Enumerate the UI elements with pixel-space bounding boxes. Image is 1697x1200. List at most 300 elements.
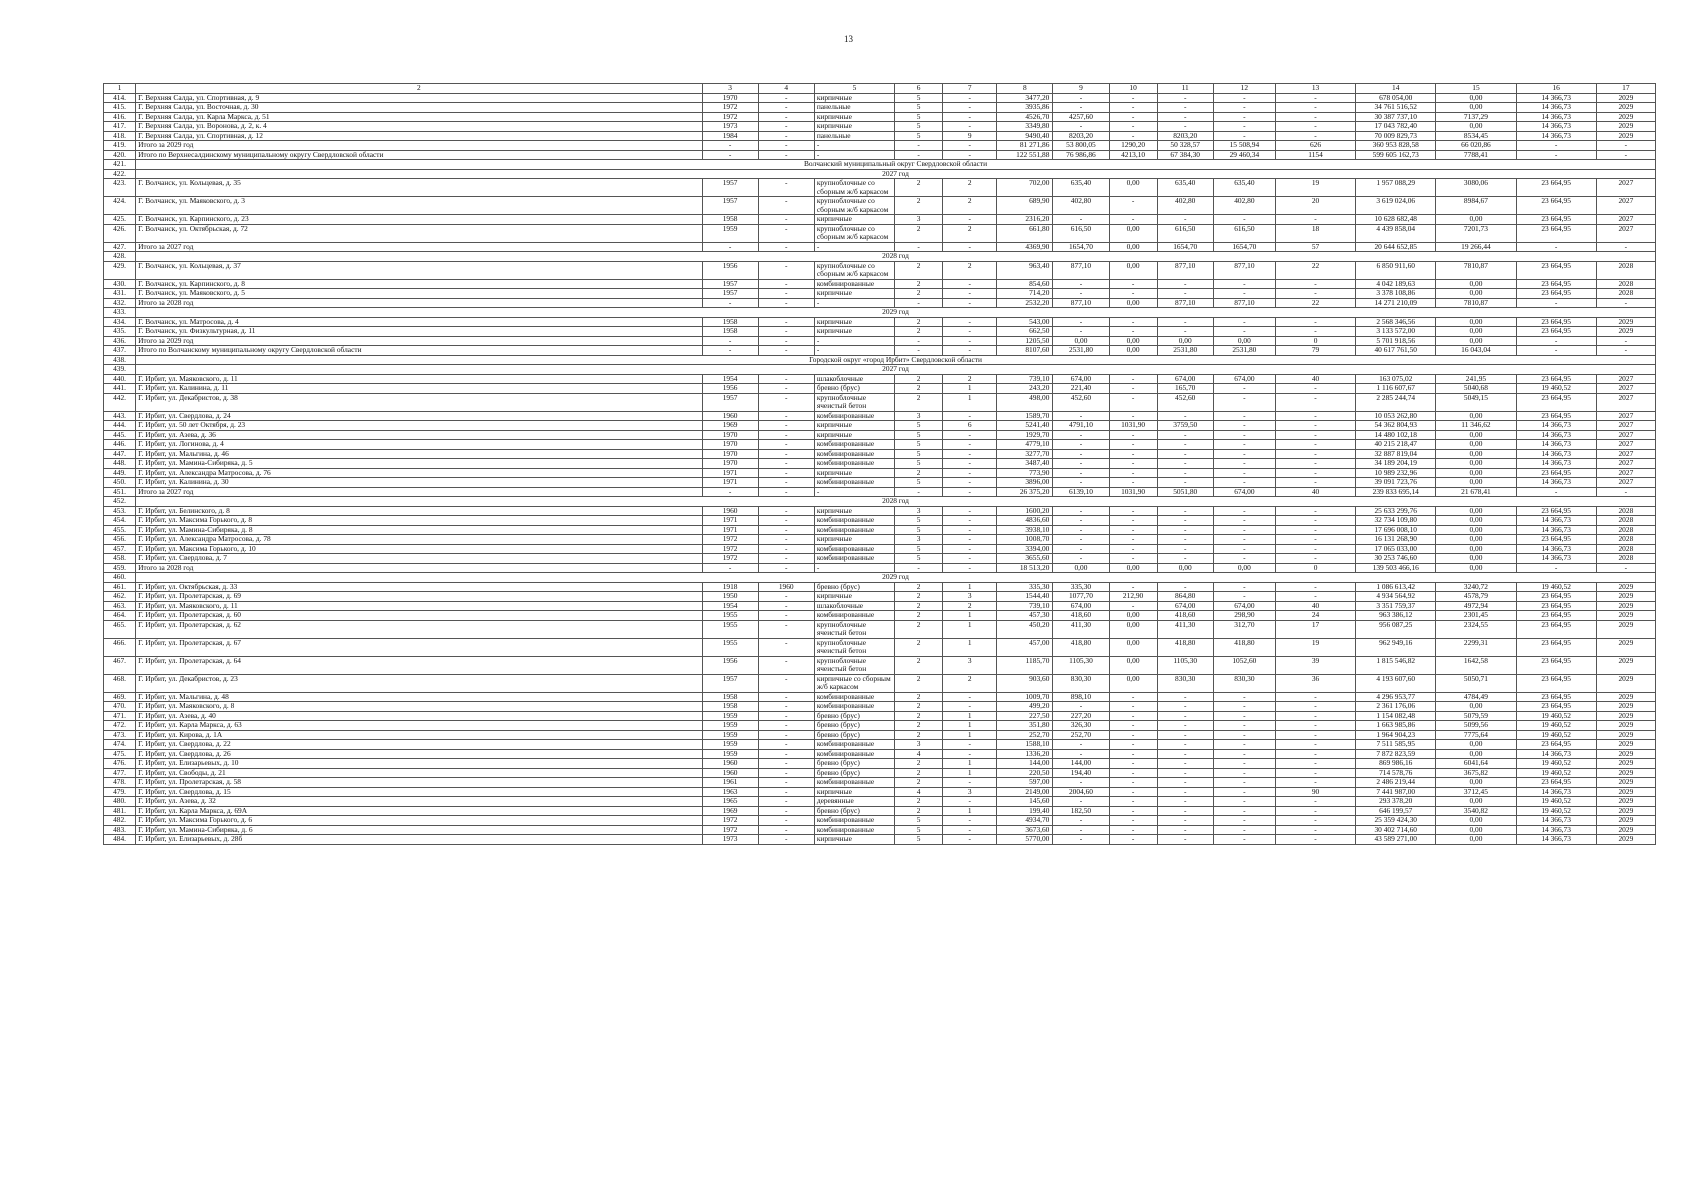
table-cell: 452,60	[1157, 393, 1213, 411]
table-row	[104, 224, 1656, 242]
table-cell: 0,00	[1436, 411, 1516, 421]
table-cell: 2028	[1596, 279, 1655, 289]
table-cell: 1972	[702, 103, 758, 113]
table-cell: 411,30	[1157, 620, 1213, 638]
table-cell: 0	[1275, 336, 1355, 346]
table-cell: 2	[895, 797, 943, 807]
table-row	[104, 592, 1656, 602]
table-cell: бревно (брус)	[814, 759, 894, 769]
address-cell: Г. Волчанск, ул. Матросова, д. 4	[136, 317, 702, 327]
address-cell: Г. Ирбит, ул. Октябрьская, д. 33	[136, 582, 702, 592]
row-number: 463.	[104, 601, 136, 611]
table-cell: 0,00	[1436, 702, 1516, 712]
table-cell: 0,00	[1109, 179, 1157, 197]
table-cell: 2299,31	[1436, 638, 1516, 656]
table-cell: 4779,10	[997, 440, 1053, 450]
table-cell: 3080,06	[1436, 179, 1516, 197]
section-row	[104, 252, 1656, 262]
table-cell: кирпичные	[814, 787, 894, 797]
table-cell: 1205,50	[997, 336, 1053, 346]
table-cell: -	[702, 141, 758, 151]
table-cell: 0,00	[1436, 459, 1516, 469]
table-cell: 1	[943, 721, 997, 731]
table-cell: -	[1109, 516, 1157, 526]
table-cell: -	[1275, 459, 1355, 469]
address-cell: Г. Верхняя Салда, ул. Восточная, д. 30	[136, 103, 702, 113]
row-number: 438.	[104, 355, 136, 365]
table-cell: -	[1275, 516, 1355, 526]
table-cell: -	[1275, 327, 1355, 337]
table-cell: -	[1109, 702, 1157, 712]
table-cell: -	[1275, 131, 1355, 141]
table-cell: -	[758, 601, 814, 611]
table-row	[104, 749, 1656, 759]
table-cell: 2	[943, 374, 997, 384]
table-cell: -	[1157, 449, 1213, 459]
table-cell: 40	[1275, 487, 1355, 497]
address-cell: Г. Ирбит, ул. Свердлова, д. 24	[136, 411, 702, 421]
table-cell: комбинированные	[814, 749, 894, 759]
table-cell: 4972,94	[1436, 601, 1516, 611]
table-cell: 20 644 652,85	[1356, 242, 1436, 252]
table-cell: 21 678,41	[1436, 487, 1516, 497]
table-row	[104, 279, 1656, 289]
table-cell: 23 664,95	[1516, 638, 1596, 656]
table-cell: -	[1109, 327, 1157, 337]
row-number: 419.	[104, 141, 136, 151]
address-cell: Г. Ирбит, ул. Карла Маркса, д. 63	[136, 721, 702, 731]
table-cell: -	[1275, 692, 1355, 702]
address-cell: Г. Ирбит, ул. Пролетарская, д. 62	[136, 620, 702, 638]
table-cell: 1 154 082,48	[1356, 711, 1436, 721]
table-cell: -	[758, 384, 814, 394]
table-cell: -	[758, 298, 814, 308]
table-cell: -	[1213, 702, 1275, 712]
table-cell: 0,00	[1436, 749, 1516, 759]
table-cell: 2316,20	[997, 215, 1053, 225]
address-cell: Г. Ирбит, ул. Декабристов, д. 38	[136, 393, 702, 411]
table-cell: 1 964 904,23	[1356, 730, 1436, 740]
row-number: 480.	[104, 797, 136, 807]
table-row	[104, 478, 1656, 488]
table-cell: 163 075,02	[1356, 374, 1436, 384]
row-number: 421.	[104, 160, 136, 170]
table-cell: 1957	[702, 197, 758, 215]
table-cell: 17	[1275, 620, 1355, 638]
table-cell: -	[895, 242, 943, 252]
table-cell: крупноблочные ячеистый бетон	[814, 393, 894, 411]
table-cell: -	[1213, 393, 1275, 411]
table-cell: деревянные	[814, 797, 894, 807]
table-cell: -	[1157, 478, 1213, 488]
table-cell: 0,00	[1436, 816, 1516, 826]
address-cell: Г. Ирбит, ул. Свердлова, д. 26	[136, 749, 702, 759]
table-cell: 2	[895, 393, 943, 411]
row-number: 423.	[104, 179, 136, 197]
table-row	[104, 835, 1656, 845]
table-cell: 4 296 953,77	[1356, 692, 1436, 702]
section-title: 2028 год	[136, 497, 1656, 507]
table-cell: -	[1213, 711, 1275, 721]
table-cell: -	[1213, 806, 1275, 816]
table-cell: 963,40	[997, 261, 1053, 279]
table-cell: 2	[895, 468, 943, 478]
table-cell: 227,20	[1053, 711, 1109, 721]
table-cell: 1971	[702, 478, 758, 488]
table-cell: крупноблочные ячеистый бетон	[814, 638, 894, 656]
table-cell: комбинированные	[814, 478, 894, 488]
table-cell: -	[1213, 317, 1275, 327]
table-cell: 2029	[1596, 592, 1655, 602]
table-cell: -	[1213, 215, 1275, 225]
table-cell: 23 664,95	[1516, 778, 1596, 788]
table-cell: 5050,71	[1436, 674, 1516, 692]
table-cell: -	[1157, 554, 1213, 564]
address-cell: Г. Ирбит, ул. Калинина, д. 30	[136, 478, 702, 488]
table-cell: 1955	[702, 611, 758, 621]
table-cell: -	[758, 459, 814, 469]
table-cell: 25 633 299,76	[1356, 506, 1436, 516]
table-cell: 1008,70	[997, 535, 1053, 545]
table-cell: -	[1053, 749, 1109, 759]
table-row	[104, 601, 1656, 611]
table-cell: 1	[943, 806, 997, 816]
table-cell: 1589,70	[997, 411, 1053, 421]
address-cell: Г. Верхняя Салда, ул. Воронова, д. 2, к. 4	[136, 122, 702, 132]
table-cell: 5049,15	[1436, 393, 1516, 411]
table-cell: 6041,64	[1436, 759, 1516, 769]
address-cell: Г. Ирбит, ул. Пролетарская, д. 58	[136, 778, 702, 788]
table-cell: -	[943, 535, 997, 545]
table-cell: -	[1213, 449, 1275, 459]
table-cell: 19 460,52	[1516, 721, 1596, 731]
address-cell: Г. Волчанск, ул. Кольцевая, д. 37	[136, 261, 702, 279]
table-cell: 144,00	[997, 759, 1053, 769]
table-cell: 877,10	[1053, 298, 1109, 308]
table-cell: 2027	[1596, 411, 1655, 421]
table-cell: 9	[943, 131, 997, 141]
table-cell: -	[758, 797, 814, 807]
table-cell: 2027	[1596, 478, 1655, 488]
table-cell: 457,30	[997, 611, 1053, 621]
table-cell: -	[1213, 112, 1275, 122]
table-cell: 40 617 761,50	[1356, 346, 1436, 356]
row-number: 420.	[104, 150, 136, 160]
table-cell: комбинированные	[814, 516, 894, 526]
row-number: 473.	[104, 730, 136, 740]
table-cell: 26 375,20	[997, 487, 1053, 497]
table-cell: 2027	[1596, 197, 1655, 215]
address-cell: Г. Ирбит, ул. Мальгина, д. 46	[136, 449, 702, 459]
table-cell: 2027	[1596, 179, 1655, 197]
row-number: 426.	[104, 224, 136, 242]
row-number: 461.	[104, 582, 136, 592]
table-cell: -	[758, 393, 814, 411]
table-cell: -	[758, 768, 814, 778]
table-cell: 19 460,52	[1516, 582, 1596, 592]
table-cell: 14 366,73	[1516, 749, 1596, 759]
table-cell: 335,30	[1053, 582, 1109, 592]
table-cell: 0,00	[1109, 620, 1157, 638]
column-number: 11	[1157, 84, 1213, 94]
table-cell: комбинированные	[814, 554, 894, 564]
table-cell: 674,00	[1157, 374, 1213, 384]
table-cell: -	[1053, 215, 1109, 225]
table-cell: комбинированные	[814, 816, 894, 826]
table-cell: -	[943, 692, 997, 702]
table-cell: -	[1213, 384, 1275, 394]
table-cell: 1971	[702, 525, 758, 535]
table-cell: 3	[895, 535, 943, 545]
table-cell: -	[943, 93, 997, 103]
table-cell: -	[702, 150, 758, 160]
table-cell: 2029	[1596, 721, 1655, 731]
table-cell: -	[814, 242, 894, 252]
address-cell: Итого за 2027 год	[136, 242, 702, 252]
table-cell: 122 551,88	[997, 150, 1053, 160]
table-cell: 3	[943, 656, 997, 674]
row-number: 441.	[104, 384, 136, 394]
table-cell: 963 386,12	[1356, 611, 1436, 621]
table-cell: -	[1213, 797, 1275, 807]
table-cell: -	[1275, 702, 1355, 712]
table-cell: 616,50	[1213, 224, 1275, 242]
table-cell: 903,60	[997, 674, 1053, 692]
table-cell: 7788,41	[1436, 150, 1516, 160]
table-cell: 2149,00	[997, 787, 1053, 797]
table-cell: 221,40	[1053, 384, 1109, 394]
table-row	[104, 711, 1656, 721]
table-cell: 19	[1275, 638, 1355, 656]
table-cell: -	[1109, 730, 1157, 740]
table-cell: -	[758, 346, 814, 356]
address-cell: Г. Волчанск, ул. Карпинского, д. 8	[136, 279, 702, 289]
table-cell: -	[1053, 740, 1109, 750]
table-cell: -	[1213, 440, 1275, 450]
table-cell: -	[758, 440, 814, 450]
table-cell: -	[943, 122, 997, 132]
table-cell: -	[943, 478, 997, 488]
address-cell: Г. Ирбит, ул. Максима Горького, д. 10	[136, 544, 702, 554]
table-row	[104, 346, 1656, 356]
table-row	[104, 692, 1656, 702]
table-cell: 2028	[1596, 544, 1655, 554]
table-cell: -	[895, 563, 943, 573]
table-cell: 674,00	[1053, 601, 1109, 611]
table-cell: -	[758, 478, 814, 488]
table-cell: -	[943, 702, 997, 712]
table-cell: -	[1275, 768, 1355, 778]
table-cell: 3487,40	[997, 459, 1053, 469]
table-cell: -	[1053, 535, 1109, 545]
address-cell: Г. Ирбит, ул. Логинова, д. 4	[136, 440, 702, 450]
row-number: 414.	[104, 93, 136, 103]
table-row	[104, 778, 1656, 788]
table-cell: 2029	[1596, 620, 1655, 638]
table-row	[104, 525, 1656, 535]
table-cell: -	[1275, 525, 1355, 535]
table-cell: -	[1157, 122, 1213, 132]
table-cell: 418,80	[1053, 638, 1109, 656]
table-cell: -	[1275, 317, 1355, 327]
table-cell: 2027	[1596, 430, 1655, 440]
table-cell: -	[1157, 93, 1213, 103]
table-cell: -	[895, 487, 943, 497]
table-cell: 4836,60	[997, 516, 1053, 526]
table-cell: 39 091 723,76	[1356, 478, 1436, 488]
table-cell: 7 441 987,00	[1356, 787, 1436, 797]
table-cell: 739,10	[997, 374, 1053, 384]
table-cell: 1972	[702, 825, 758, 835]
table-cell: 0,00	[1436, 327, 1516, 337]
address-cell: Итого за 2029 год	[136, 141, 702, 151]
column-number: 10	[1109, 84, 1157, 94]
table-cell: -	[1053, 554, 1109, 564]
column-number: 3	[702, 84, 758, 94]
table-cell: -	[1053, 506, 1109, 516]
table-cell: 674,00	[1157, 601, 1213, 611]
table-cell: 16 043,04	[1436, 346, 1516, 356]
table-cell: 5	[895, 525, 943, 535]
table-cell: -	[1596, 150, 1655, 160]
table-cell: 3655,60	[997, 554, 1053, 564]
table-cell: 23 664,95	[1516, 674, 1596, 692]
table-cell: 1957	[702, 279, 758, 289]
table-cell: 0,00	[1436, 825, 1516, 835]
table-cell: -	[1213, 730, 1275, 740]
table-cell: 1290,20	[1109, 141, 1157, 151]
row-number: 477.	[104, 768, 136, 778]
table-cell: -	[1053, 544, 1109, 554]
table-cell: -	[1213, 459, 1275, 469]
table-cell: -	[1596, 487, 1655, 497]
table-cell: -	[1213, 327, 1275, 337]
table-cell: -	[1275, 749, 1355, 759]
table-cell: -	[1157, 440, 1213, 450]
table-cell: 1971	[702, 468, 758, 478]
table-row	[104, 768, 1656, 778]
table-cell: -	[1053, 440, 1109, 450]
row-number: 434.	[104, 317, 136, 327]
table-cell: -	[943, 449, 997, 459]
table-cell: 5	[895, 122, 943, 132]
table-cell: 14 366,73	[1516, 787, 1596, 797]
table-cell: -	[1109, 374, 1157, 384]
table-cell: 7810,87	[1436, 261, 1516, 279]
table-cell: -	[1157, 516, 1213, 526]
table-row	[104, 582, 1656, 592]
table-cell: -	[758, 224, 814, 242]
table-cell: 2027	[1596, 374, 1655, 384]
table-cell: -	[758, 711, 814, 721]
table-cell: 5040,68	[1436, 384, 1516, 394]
address-cell: Г. Ирбит, ул. Маяковского, д. 11	[136, 374, 702, 384]
row-number: 453.	[104, 506, 136, 516]
table-cell: 14 366,73	[1516, 554, 1596, 564]
table-cell: 3	[895, 506, 943, 516]
table-cell: -	[1275, 592, 1355, 602]
table-cell: 54 362 804,93	[1356, 421, 1436, 431]
table-cell: 0,00	[1109, 674, 1157, 692]
address-cell: Г. Ирбит, ул. Мальгина, д. 48	[136, 692, 702, 702]
table-cell: 2029	[1596, 778, 1655, 788]
table-cell: 1950	[702, 592, 758, 602]
table-cell: 1984	[702, 131, 758, 141]
address-cell: Г. Волчанск, ул. Карпинского, д. 23	[136, 215, 702, 225]
table-cell: 1336,20	[997, 749, 1053, 759]
table-cell: -	[1109, 384, 1157, 394]
table-cell: 2	[895, 611, 943, 621]
table-cell: -	[943, 835, 997, 845]
table-row	[104, 150, 1656, 160]
table-cell: -	[1275, 711, 1355, 721]
table-cell: 2027	[1596, 468, 1655, 478]
table-cell: -	[1213, 582, 1275, 592]
table-row	[104, 638, 1656, 656]
row-number: 478.	[104, 778, 136, 788]
table-cell: кирпичные	[814, 592, 894, 602]
section-row	[104, 355, 1656, 365]
table-cell: 2	[895, 384, 943, 394]
table-cell: 0,00	[1436, 440, 1516, 450]
table-row	[104, 103, 1656, 113]
table-cell: 360 953 828,58	[1356, 141, 1436, 151]
table-cell: 0,00	[1436, 430, 1516, 440]
table-cell: 2	[895, 692, 943, 702]
table-cell: -	[1109, 582, 1157, 592]
table-cell: -	[1157, 806, 1213, 816]
table-cell: 1958	[702, 702, 758, 712]
address-cell: Г. Ирбит, ул. Свердлова, д. 15	[136, 787, 702, 797]
table-cell: 5	[895, 554, 943, 564]
table-row	[104, 93, 1656, 103]
table-cell: крупноблочные со сборным ж/б каркасом	[814, 179, 894, 197]
column-number: 14	[1356, 84, 1436, 94]
table-cell: 3	[895, 411, 943, 421]
table-cell: -	[1275, 384, 1355, 394]
table-cell: 1957	[702, 289, 758, 299]
table-cell: 2	[895, 601, 943, 611]
table-cell: -	[1053, 430, 1109, 440]
table-cell: 4526,70	[997, 112, 1053, 122]
table-cell: 4369,90	[997, 242, 1053, 252]
table-cell: 3673,60	[997, 825, 1053, 835]
table-cell: 1918	[702, 582, 758, 592]
table-row	[104, 806, 1656, 816]
table-row	[104, 563, 1656, 573]
table-cell: 14 366,73	[1516, 835, 1596, 845]
table-cell: 1973	[702, 122, 758, 132]
table-cell: 0,00	[1436, 279, 1516, 289]
table-cell: -	[1109, 768, 1157, 778]
table-cell: 2	[895, 721, 943, 731]
table-cell: -	[758, 516, 814, 526]
table-cell: 2029	[1596, 806, 1655, 816]
table-cell: 2027	[1596, 459, 1655, 469]
table-cell: -	[758, 112, 814, 122]
table-cell: -	[943, 103, 997, 113]
table-cell: 0,00	[1213, 563, 1275, 573]
table-row	[104, 317, 1656, 327]
table-row	[104, 759, 1656, 769]
table-row	[104, 611, 1656, 621]
table-cell: 1	[943, 759, 997, 769]
table-cell: 2531,80	[1213, 346, 1275, 356]
address-cell: Итого за 2027 год	[136, 487, 702, 497]
address-cell: Г. Ирбит, ул. Карла Маркса, д. 69А	[136, 806, 702, 816]
table-cell: 36	[1275, 674, 1355, 692]
table-cell: -	[758, 674, 814, 692]
